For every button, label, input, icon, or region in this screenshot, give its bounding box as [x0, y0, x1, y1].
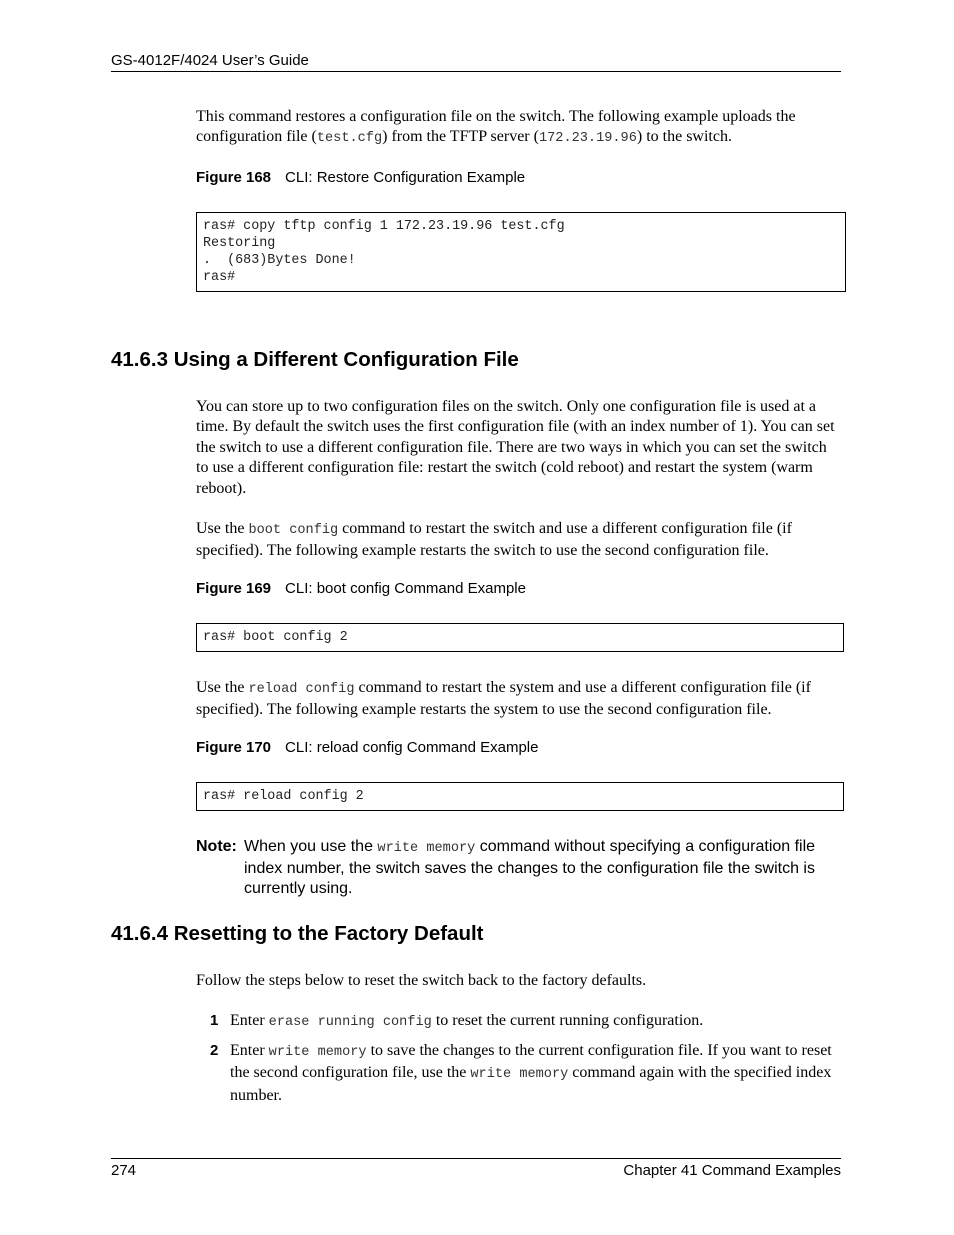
- inline-code-write-memory: write memory: [377, 841, 476, 856]
- footer-rule: [111, 1158, 841, 1159]
- figure-169-code: ras# boot config 2: [196, 623, 844, 652]
- figure-168-code: ras# copy tftp config 1 172.23.19.96 test.cfg Restoring . (683)Bytes Done! ras#: [196, 212, 846, 292]
- section-41-6-3-paragraph-1: You can store up to two configuration files on the switch. Only one configuration file is used at a time. By default the switch uses the first configuration file (with an index number of 1). You can set the switch to use a different configuration file. There are two ways in which you can set the switch to use a different configuration file: restart the switch (cold reboot) and restart the system (warm reboot).: [196, 398, 835, 497]
- note-text: When you use the write memory command without specifying a configuration file index number, the switch saves the changes to the configuration file the switch is currently using.: [244, 838, 816, 897]
- inline-code-boot-config: boot config: [248, 523, 339, 538]
- footer-chapter: Chapter 41 Command Examples: [623, 1162, 841, 1179]
- step-2: 2 Enter write memory to save the changes to the current configuration file. If you want to reset the second configuration file, use the write memory command again with the specified index number.: [210, 1042, 832, 1104]
- step-number: 2: [210, 1042, 219, 1059]
- section-heading-41-6-4: 41.6.4 Resetting to the Factory Default: [111, 922, 484, 945]
- inline-code-file: test.cfg: [316, 131, 383, 147]
- reload-paragraph: Use the reload config command to restart the system and use a different configuration file (if specified). The following example restarts the system to use the second configuration file.: [196, 679, 811, 719]
- intro-paragraph: This command restores a configuration file on the switch. The following example uploads the configuration file (test.cfg) from the TFTP server (172.23.19.96) to the switch.: [196, 108, 796, 147]
- inline-code-write-memory: write memory: [268, 1045, 367, 1060]
- section-41-6-4-intro: Follow the steps below to reset the switch back to the factory defaults.: [196, 972, 647, 989]
- step-1: 1 Enter erase running config to reset the current running configuration.: [210, 1012, 704, 1030]
- section-heading-41-6-3: 41.6.3 Using a Different Configuration File: [111, 348, 519, 371]
- figure-170-caption: Figure 170 CLI: reload config Command Example: [196, 739, 539, 756]
- figure-169-caption: Figure 169 CLI: boot config Command Example: [196, 580, 526, 597]
- running-header: GS-4012F/4024 User’s Guide: [111, 52, 309, 69]
- note-block: [196, 837, 842, 899]
- header-rule: [111, 71, 841, 72]
- inline-code-ip: 172.23.19.96: [538, 131, 637, 147]
- note-label: Note:: [196, 838, 237, 855]
- inline-code-reload-config: reload config: [248, 682, 355, 697]
- inline-code-erase-running-config: erase running config: [268, 1015, 432, 1030]
- page-number: 274: [111, 1162, 137, 1179]
- section-41-6-3-paragraph-2: Use the boot config command to restart the switch and use a different configuration file (if specified). The following example restarts the switch to use the second configuration file.: [196, 520, 792, 560]
- inline-code-write-memory: write memory: [470, 1067, 569, 1083]
- figure-168-caption: Figure 168 CLI: Restore Configuration Example: [196, 169, 526, 186]
- step-number: 1: [210, 1012, 219, 1029]
- figure-170-code: ras# reload config 2: [196, 782, 844, 811]
